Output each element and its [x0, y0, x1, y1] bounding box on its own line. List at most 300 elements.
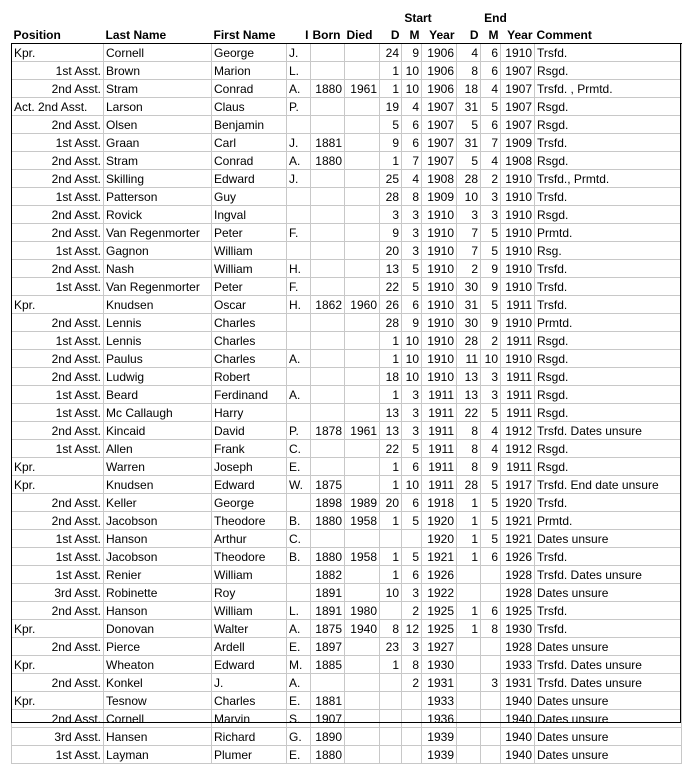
- cell-end-month: 5: [481, 404, 501, 422]
- cell-end-year: 1910: [501, 206, 535, 224]
- cell-start-day: 1: [380, 62, 402, 80]
- cell-born: 1880: [311, 746, 345, 764]
- cell-last-name: Allen: [104, 440, 212, 458]
- table-row: [12, 674, 682, 692]
- table-row: [12, 458, 682, 476]
- cell-born: [311, 530, 345, 548]
- cell-end-month: 4: [481, 80, 501, 98]
- cell-end-month: 9: [481, 458, 501, 476]
- cell-position: 1st Asst.: [12, 548, 104, 566]
- cell-comment: Trsfd.: [535, 260, 682, 278]
- cell-born: 1875: [311, 476, 345, 494]
- cell-born: [311, 368, 345, 386]
- cell-born: [311, 116, 345, 134]
- cell-end-day: 31: [457, 134, 481, 152]
- cell-end-year: 1921: [501, 530, 535, 548]
- cell-end-month: 6: [481, 548, 501, 566]
- cell-last-name: Gagnon: [104, 242, 212, 260]
- cell-start-month: 6: [402, 566, 422, 584]
- cell-first-name: Charles: [212, 314, 287, 332]
- cell-end-day: 10: [457, 188, 481, 206]
- cell-start-month: 10: [402, 476, 422, 494]
- cell-initial: [287, 314, 311, 332]
- cell-died: [345, 566, 380, 584]
- cell-initial: A.: [287, 386, 311, 404]
- cell-first-name: Conrad: [212, 152, 287, 170]
- cell-start-year: 1911: [422, 422, 457, 440]
- table-row: [12, 656, 682, 674]
- cell-comment: Prmtd.: [535, 224, 682, 242]
- cell-end-month: 3: [481, 368, 501, 386]
- cell-died: [345, 116, 380, 134]
- cell-start-day: 13: [380, 404, 402, 422]
- cell-start-day: 10: [380, 584, 402, 602]
- cell-last-name: Stram: [104, 80, 212, 98]
- cell-start-month: 10: [402, 350, 422, 368]
- cell-end-year: 1910: [501, 278, 535, 296]
- cell-start-day: 1: [380, 152, 402, 170]
- cell-start-day: 22: [380, 278, 402, 296]
- cell-born: [311, 260, 345, 278]
- cell-born: [311, 458, 345, 476]
- cell-first-name: Roy: [212, 584, 287, 602]
- cell-position: 1st Asst.: [12, 242, 104, 260]
- cell-end-month: 5: [481, 98, 501, 116]
- cell-start-year: 1911: [422, 458, 457, 476]
- header-row: [12, 26, 682, 44]
- cell-start-year: 1907: [422, 116, 457, 134]
- cell-first-name: Ingval: [212, 206, 287, 224]
- cell-first-name: Frank: [212, 440, 287, 458]
- cell-born: 1878: [311, 422, 345, 440]
- cell-last-name: Stram: [104, 152, 212, 170]
- cell-initial: E.: [287, 746, 311, 764]
- cell-end-month: 6: [481, 44, 501, 62]
- table-row: [12, 746, 682, 764]
- cell-comment: Trsfd.: [535, 602, 682, 620]
- cell-end-month: [481, 656, 501, 674]
- table-row: [12, 368, 682, 386]
- cell-start-day: [380, 728, 402, 746]
- cell-first-name: Peter: [212, 278, 287, 296]
- cell-start-month: 6: [402, 494, 422, 512]
- cell-start-year: 1918: [422, 494, 457, 512]
- header-row-top: [12, 9, 682, 26]
- cell-position: 3rd Asst.: [12, 584, 104, 602]
- cell-comment: Trsfd.: [535, 44, 682, 62]
- cell-first-name: Joseph: [212, 458, 287, 476]
- table-row: [12, 476, 682, 494]
- table-body: [12, 9, 682, 764]
- col-header-first-name: First Name: [212, 26, 287, 44]
- cell-last-name: Nash: [104, 260, 212, 278]
- cell-end-month: 5: [481, 476, 501, 494]
- cell-start-month: 6: [402, 134, 422, 152]
- cell-last-name: Cornell: [104, 710, 212, 728]
- cell-born: [311, 44, 345, 62]
- cell-start-year: 1939: [422, 746, 457, 764]
- cell-end-month: [481, 566, 501, 584]
- cell-end-day: [457, 566, 481, 584]
- cell-position: 1st Asst.: [12, 404, 104, 422]
- cell-initial: [287, 404, 311, 422]
- cell-initial: A.: [287, 80, 311, 98]
- cell-end-month: 5: [481, 242, 501, 260]
- cell-start-month: 10: [402, 80, 422, 98]
- col-header-start-day: D: [380, 26, 402, 44]
- cell-end-month: 6: [481, 602, 501, 620]
- cell-initial: M.: [287, 656, 311, 674]
- cell-initial: [287, 566, 311, 584]
- cell-end-month: 5: [481, 512, 501, 530]
- cell-position: 2nd Asst.: [12, 674, 104, 692]
- cell-end-day: 2: [457, 260, 481, 278]
- cell-end-day: 1: [457, 620, 481, 638]
- cell-start-day: 13: [380, 422, 402, 440]
- cell-end-year: 1907: [501, 98, 535, 116]
- cell-start-day: 1: [380, 386, 402, 404]
- cell-died: 1958: [345, 548, 380, 566]
- cell-position: Kpr.: [12, 476, 104, 494]
- cell-died: [345, 152, 380, 170]
- cell-start-month: [402, 692, 422, 710]
- cell-died: [345, 278, 380, 296]
- cell-comment: Rsgd.: [535, 458, 682, 476]
- cell-end-month: 8: [481, 620, 501, 638]
- cell-initial: E.: [287, 458, 311, 476]
- cell-initial: C.: [287, 530, 311, 548]
- cell-start-year: 1920: [422, 530, 457, 548]
- col-header-last-name: Last Name: [104, 26, 212, 44]
- cell-start-month: [402, 530, 422, 548]
- cell-last-name: Lennis: [104, 332, 212, 350]
- cell-end-day: [457, 728, 481, 746]
- cell-position: 2nd Asst.: [12, 710, 104, 728]
- cell-last-name: Jacobson: [104, 512, 212, 530]
- cell-start-year: 1927: [422, 638, 457, 656]
- cell-end-month: 7: [481, 134, 501, 152]
- cell-first-name: Marion: [212, 62, 287, 80]
- cell-last-name: Knudsen: [104, 476, 212, 494]
- cell-comment: Dates unsure: [535, 728, 682, 746]
- cell-died: [345, 404, 380, 422]
- cell-comment: Rsgd.: [535, 404, 682, 422]
- cell-comment: Trsfd.: [535, 188, 682, 206]
- cell-born: 1881: [311, 692, 345, 710]
- cell-died: [345, 44, 380, 62]
- cell-last-name: Van Regenmorter: [104, 224, 212, 242]
- cell-start-month: 12: [402, 620, 422, 638]
- cell-comment: Rsgd.: [535, 98, 682, 116]
- cell-position: 1st Asst.: [12, 386, 104, 404]
- cell-start-month: 4: [402, 98, 422, 116]
- cell-died: [345, 188, 380, 206]
- cell-end-day: [457, 638, 481, 656]
- cell-end-day: 8: [457, 440, 481, 458]
- cell-first-name: Marvin: [212, 710, 287, 728]
- cell-position: Kpr.: [12, 692, 104, 710]
- cell-comment: Rsgd.: [535, 116, 682, 134]
- cell-position: 2nd Asst.: [12, 638, 104, 656]
- cell-born: 1880: [311, 548, 345, 566]
- cell-initial: J.: [287, 44, 311, 62]
- cell-comment: Trsfd.: [535, 134, 682, 152]
- cell-start-month: [402, 746, 422, 764]
- cell-end-month: 4: [481, 422, 501, 440]
- cell-end-month: 3: [481, 188, 501, 206]
- cell-end-day: [457, 710, 481, 728]
- cell-start-month: 3: [402, 224, 422, 242]
- cell-end-year: 1940: [501, 746, 535, 764]
- cell-last-name: Patterson: [104, 188, 212, 206]
- cell-died: 1980: [345, 602, 380, 620]
- spreadsheet: [11, 9, 682, 764]
- cell-died: [345, 440, 380, 458]
- cell-born: [311, 224, 345, 242]
- cell-first-name: Charles: [212, 350, 287, 368]
- cell-born: [311, 332, 345, 350]
- cell-start-month: 2: [402, 674, 422, 692]
- cell-end-day: [457, 746, 481, 764]
- table-row: [12, 566, 682, 584]
- cell-comment: Rsgd.: [535, 62, 682, 80]
- cell-first-name: Charles: [212, 692, 287, 710]
- cell-end-day: 13: [457, 368, 481, 386]
- cell-start-year: 1909: [422, 188, 457, 206]
- cell-first-name: Edward: [212, 170, 287, 188]
- cell-died: 1989: [345, 494, 380, 512]
- cell-start-year: 1911: [422, 440, 457, 458]
- cell-start-day: 1: [380, 350, 402, 368]
- cell-first-name: Harry: [212, 404, 287, 422]
- cell-died: [345, 530, 380, 548]
- table-row: [12, 728, 682, 746]
- cell-first-name: William: [212, 242, 287, 260]
- cell-initial: L.: [287, 62, 311, 80]
- cell-comment: Trsfd. Dates unsure: [535, 674, 682, 692]
- cell-first-name: Theodore: [212, 548, 287, 566]
- col-header-position: Position: [12, 26, 104, 44]
- cell-initial: W.: [287, 476, 311, 494]
- cell-start-month: 3: [402, 422, 422, 440]
- col-header-end-day: D: [457, 26, 481, 44]
- cell-comment: Prmtd.: [535, 512, 682, 530]
- cell-comment: Rsgd.: [535, 440, 682, 458]
- cell-end-day: 1: [457, 530, 481, 548]
- col-header-end-month: M: [481, 26, 501, 44]
- table-row: [12, 440, 682, 458]
- cell-end-year: 1921: [501, 512, 535, 530]
- cell-initial: H.: [287, 260, 311, 278]
- cell-first-name: George: [212, 44, 287, 62]
- cell-start-month: 6: [402, 116, 422, 134]
- cell-start-month: [402, 728, 422, 746]
- cell-position: 2nd Asst.: [12, 80, 104, 98]
- cell-start-day: 5: [380, 116, 402, 134]
- cell-position: 1st Asst.: [12, 566, 104, 584]
- cell-position: 1st Asst.: [12, 530, 104, 548]
- cell-died: [345, 368, 380, 386]
- cell-start-month: 3: [402, 404, 422, 422]
- cell-end-day: [457, 674, 481, 692]
- cell-born: 1890: [311, 728, 345, 746]
- cell-start-year: 1910: [422, 296, 457, 314]
- cell-start-month: 10: [402, 332, 422, 350]
- cell-died: [345, 728, 380, 746]
- cell-born: 1880: [311, 512, 345, 530]
- cell-last-name: Warren: [104, 458, 212, 476]
- cell-initial: E.: [287, 638, 311, 656]
- cell-position: 2nd Asst.: [12, 512, 104, 530]
- cell-comment: Rsgd.: [535, 386, 682, 404]
- cell-born: [311, 386, 345, 404]
- table-row: [12, 44, 682, 62]
- cell-died: [345, 224, 380, 242]
- cell-end-month: 4: [481, 152, 501, 170]
- cell-last-name: Renier: [104, 566, 212, 584]
- cell-initial: C.: [287, 440, 311, 458]
- cell-born: [311, 404, 345, 422]
- cell-died: [345, 458, 380, 476]
- cell-start-day: 1: [380, 476, 402, 494]
- cell-start-year: 1910: [422, 350, 457, 368]
- cell-first-name: Plumer: [212, 746, 287, 764]
- cell-first-name: Arthur: [212, 530, 287, 548]
- cell-start-day: [380, 746, 402, 764]
- cell-died: [345, 746, 380, 764]
- cell-start-month: 9: [402, 44, 422, 62]
- cell-died: 1940: [345, 620, 380, 638]
- cell-died: 1958: [345, 512, 380, 530]
- cell-start-month: 8: [402, 656, 422, 674]
- cell-last-name: Graan: [104, 134, 212, 152]
- cell-start-year: 1921: [422, 548, 457, 566]
- cell-position: 1st Asst.: [12, 440, 104, 458]
- cell-start-year: 1910: [422, 206, 457, 224]
- cell-end-day: 1: [457, 602, 481, 620]
- cell-start-day: 19: [380, 98, 402, 116]
- table-row: [12, 116, 682, 134]
- cell-end-month: 6: [481, 62, 501, 80]
- table-row: [12, 620, 682, 638]
- cell-comment: Rsgd.: [535, 206, 682, 224]
- cell-died: [345, 476, 380, 494]
- cell-last-name: Hanson: [104, 602, 212, 620]
- table-row: [12, 404, 682, 422]
- cell-start-day: 26: [380, 296, 402, 314]
- cell-end-year: 1910: [501, 242, 535, 260]
- cell-initial: P.: [287, 422, 311, 440]
- cell-position: Kpr.: [12, 458, 104, 476]
- cell-died: [345, 314, 380, 332]
- cell-start-year: 1920: [422, 512, 457, 530]
- cell-comment: Trsfd. Dates unsure: [535, 566, 682, 584]
- table-row: [12, 386, 682, 404]
- cell-start-year: 1910: [422, 260, 457, 278]
- table-row: [12, 206, 682, 224]
- cell-start-year: 1906: [422, 44, 457, 62]
- cell-start-year: 1922: [422, 584, 457, 602]
- cell-start-day: 25: [380, 170, 402, 188]
- cell-position: 2nd Asst.: [12, 170, 104, 188]
- cell-start-month: 8: [402, 188, 422, 206]
- cell-end-day: 31: [457, 98, 481, 116]
- cell-end-day: 28: [457, 170, 481, 188]
- cell-comment: Trsfd.: [535, 620, 682, 638]
- table-row: [12, 638, 682, 656]
- cell-comment: Prmtd.: [535, 314, 682, 332]
- cell-start-day: 1: [380, 656, 402, 674]
- cell-end-year: 1911: [501, 296, 535, 314]
- cell-died: [345, 206, 380, 224]
- cell-last-name: Hansen: [104, 728, 212, 746]
- cell-start-year: 1936: [422, 710, 457, 728]
- table-row: [12, 260, 682, 278]
- cell-start-year: 1939: [422, 728, 457, 746]
- cell-start-day: 1: [380, 458, 402, 476]
- cell-comment: Trsfd.: [535, 278, 682, 296]
- cell-initial: F.: [287, 224, 311, 242]
- cell-last-name: Rovick: [104, 206, 212, 224]
- cell-initial: [287, 368, 311, 386]
- table-row: [12, 80, 682, 98]
- cell-start-month: 10: [402, 62, 422, 80]
- cell-end-month: 10: [481, 350, 501, 368]
- cell-start-year: 1930: [422, 656, 457, 674]
- cell-initial: A.: [287, 674, 311, 692]
- cell-died: [345, 350, 380, 368]
- cell-position: 2nd Asst.: [12, 152, 104, 170]
- cell-born: [311, 62, 345, 80]
- cell-end-year: 1940: [501, 728, 535, 746]
- cell-end-year: 1910: [501, 350, 535, 368]
- cell-start-year: 1907: [422, 152, 457, 170]
- cell-start-month: 3: [402, 206, 422, 224]
- col-header-comment: Comment: [535, 26, 682, 44]
- table-row: [12, 332, 682, 350]
- cell-end-month: [481, 584, 501, 602]
- cell-first-name: Benjamin: [212, 116, 287, 134]
- cell-initial: J.: [287, 134, 311, 152]
- cell-first-name: Robert: [212, 368, 287, 386]
- cell-end-year: 1907: [501, 80, 535, 98]
- cell-position: 2nd Asst.: [12, 602, 104, 620]
- cell-initial: [287, 584, 311, 602]
- cell-end-year: 1907: [501, 116, 535, 134]
- cell-end-year: 1928: [501, 566, 535, 584]
- cell-end-month: 9: [481, 278, 501, 296]
- cell-initial: [287, 116, 311, 134]
- cell-start-month: 4: [402, 170, 422, 188]
- cell-start-day: 20: [380, 494, 402, 512]
- cell-start-day: [380, 710, 402, 728]
- cell-end-year: 1928: [501, 638, 535, 656]
- cell-end-year: 1928: [501, 584, 535, 602]
- cell-comment: Dates unsure: [535, 746, 682, 764]
- cell-first-name: Ferdinand: [212, 386, 287, 404]
- cell-first-name: Conrad: [212, 80, 287, 98]
- cell-start-day: [380, 602, 402, 620]
- cell-start-month: [402, 710, 422, 728]
- col-header-born: Born: [311, 26, 345, 44]
- cell-end-year: 1917: [501, 476, 535, 494]
- cell-end-day: 28: [457, 476, 481, 494]
- cell-comment: Trsfd. End date unsure: [535, 476, 682, 494]
- col-header-died: Died: [345, 26, 380, 44]
- end-group-header: End: [484, 10, 507, 25]
- cell-last-name: Layman: [104, 746, 212, 764]
- cell-last-name: Lennis: [104, 314, 212, 332]
